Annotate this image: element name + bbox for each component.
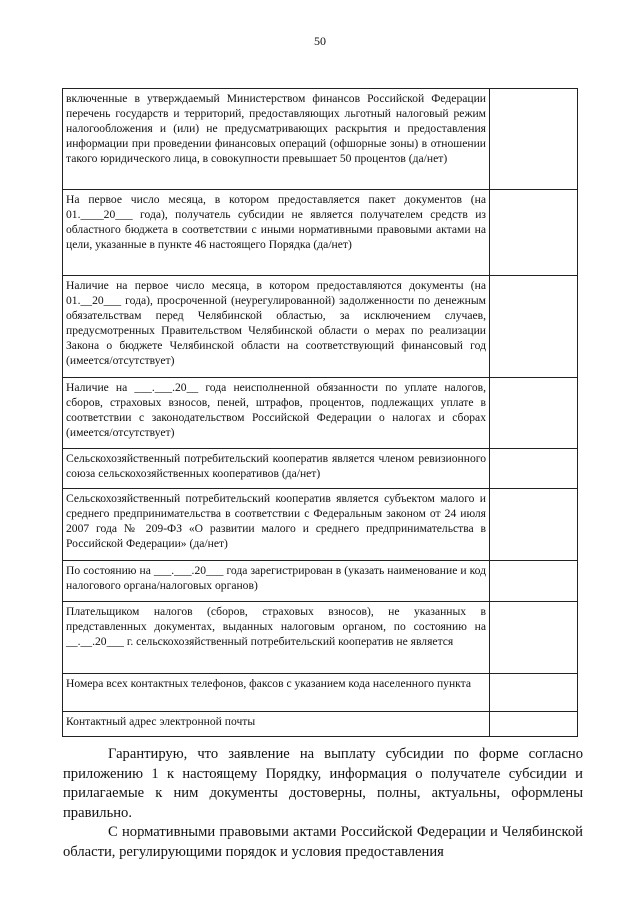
question-cell: Контактный адрес электронной почты (63, 712, 490, 737)
question-cell: На первое число месяца, в котором предоставляется пакет документов (на 01.____20___ года), получатель субсидии не является получателем средств из областного бюджета в соответствии с иными нормативными правовыми актами на цели, указанные в пункте 46 настоящего Порядка (да/нет) (63, 190, 490, 276)
form-table (62, 88, 578, 737)
table-row (63, 449, 578, 489)
answer-cell[interactable] (490, 712, 578, 737)
table-row (63, 712, 578, 737)
answer-cell[interactable] (490, 190, 578, 276)
table-row (63, 561, 578, 602)
page-number: 50 (314, 34, 326, 48)
body-text (63, 745, 583, 863)
table-row (63, 190, 578, 276)
table-row (63, 89, 578, 190)
answer-cell[interactable] (490, 489, 578, 561)
answer-cell[interactable] (490, 276, 578, 378)
table-row (63, 489, 578, 561)
question-cell: Наличие на первое число месяца, в котором предоставляются документы (на 01.__20___ года), просроченной (неурегулированной) задолженности по денежным обязательствам перед Челябинской областью, за исключением случаев, предусмотренных Правительством Челябинской области о мерах по реализации Закона о бюджете Челябинской области на соответствующий финансовый год (имеется/отсутствует) (63, 276, 490, 378)
guarantee-paragraph: Гарантирую, что заявление на выплату субсидии по форме согласно приложению 1 к настоящему Порядку, информация о получателе субсидии и прилагаемые к ним документы достоверны, полны, актуальны, оформлены правильно. (63, 746, 583, 821)
question-cell: включенные в утверждаемый Министерством финансов Российской Федерации перечень государств и территорий, предоставляющих льготный налоговый режим налогообложения и (или) не предусматривающих раскрытия и предоставления информации при проведении финансовых операций (офшорные зоны) в отношении такого юридического лица, в совокупности превышает 50 процентов (да/нет) (63, 89, 490, 190)
answer-cell[interactable] (490, 561, 578, 602)
question-cell: По состоянию на ___.___.20___ года зарегистрирован в (указать наименование и код налогового органа/налоговых органов) (63, 561, 490, 602)
table-row (63, 276, 578, 378)
answer-cell[interactable] (490, 602, 578, 674)
question-cell: Плательщиком налогов (сборов, страховых взносов), не указанных в представленных документах, выданных налоговым органом, по состоянию на __.__.20___ г. сельскохозяйственный потребительский кооператив не является (63, 602, 490, 674)
question-cell: Номера всех контактных телефонов, факсов с указанием кода населенного пункта (63, 674, 490, 712)
question-cell: Сельскохозяйственный потребительский кооператив является членом ревизионного союза сельскохозяйственных кооперативов (да/нет) (63, 449, 490, 489)
answer-cell[interactable] (490, 449, 578, 489)
table-row (63, 602, 578, 674)
table-row (63, 674, 578, 712)
question-cell: Сельскохозяйственный потребительский кооператив является субъектом малого и среднего предпринимательства в соответствии с Федеральным законом от 24 июля 2007 года № 209-ФЗ «О развитии малого и среднего предпринимательства в Российской Федерации» (да/нет) (63, 489, 490, 561)
answer-cell[interactable] (490, 674, 578, 712)
question-cell: Наличие на ___.___.20__ года неисполненной обязанности по уплате налогов, сборов, страховых взносов, пеней, штрафов, процентов, подлежащих уплате в соответствии с законодательством Российской Федерации о налогах и сборах (имеется/отсутствует) (63, 378, 490, 449)
table-row (63, 378, 578, 449)
answer-cell[interactable] (490, 89, 578, 190)
answer-cell[interactable] (490, 378, 578, 449)
regulation-paragraph: С нормативными правовыми актами Российской Федерации и Челябинской области, регулирующими порядок и условия предоставления (63, 824, 583, 860)
